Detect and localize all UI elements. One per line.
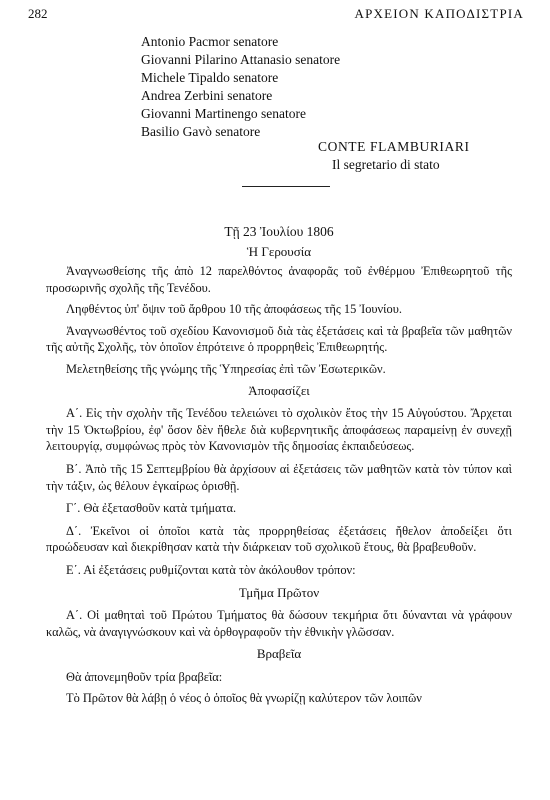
decides-heading: Ἀποφασίζει [248, 382, 310, 398]
preamble-paragraph: Ἀναγνωσθέντος τοῦ σχεδίου Κανονισμοῦ διὰ τὰς ἐξετάσεις καὶ τὰ βραβεῖα τῶν μαθητῶν τῆς αὐτῆς Σχολῆς, τὸν ὁποῖον ἐπρότεινε ὁ προρρηθεὶς Ἐπιθεωρητής. [46, 323, 512, 355]
article-paragraph: Β΄. Ἀπὸ τῆς 15 Σεπτεμβρίου θὰ ἀρχίσουν αἱ ἐξετάσεις τῶν μαθητῶν κατὰ τὸν τύπον καὶ τὴν τάξιν, ὡς θέλουν ἐγκαίρως ὁρισθῇ. [46, 461, 512, 493]
senator-list [141, 33, 340, 141]
decree-document [46, 223, 512, 713]
article-paragraph: Α΄. Εἰς τὴν σχολὴν τῆς Τενέδου τελειώνει τὸ σχολικὸν ἔτος τὴν 15 Αὐγούστου. Ἄρχεται τὴν 15 Ὀκτωβρίου, ἐφ' ὅσον δὲν ἤθελε διὰ κυβερνητικῆς ἀποφάσεως παραμείνῃ ἐν συνεχῇ λειτουργίᾳ, συμφώνως πρὸς τὸν Κανονισμὸν τῆς δημοσίας ἐκπαιδεύσεως. [46, 406, 512, 454]
section-heading-first: Τμῆμα Πρῶτον [238, 584, 320, 600]
running-title: ΑΡΧΕΙΟΝ ΚΑΠΟΔΙΣΤΡΙΑ [354, 6, 524, 21]
article-paragraph: Ε΄. Αἱ ἐξετάσεις ρυθμίζονται κατὰ τὸν ἀκόλουθον τρόπον: [66, 562, 356, 577]
article-paragraph: Δ΄. Ἐκεῖνοι οἱ ὁποῖοι κατὰ τὰς προρρηθείσας ἐξετάσεις ἤθελον ἀποδείξει ὅτι προώδευσαν καὶ διεκρίθησαν κατὰ τὴν διάρκειαν τοῦ σχολικοῦ ἔτους, θὰ βραβευθοῦν. [46, 523, 512, 555]
article-paragraph: Α΄. Οἱ μαθηταὶ τοῦ Πρώτου Τμήματος θὰ δώσουν τεκμήρια ὅτι δύνανται νὰ γράφουν καλῶς, νὰ ἀναγιγνώσκουν καὶ νὰ ὀρθογραφοῦν τὴν ἐθνικὴν γλῶσσαν. [46, 608, 512, 639]
section-heading-prizes: Βραβεῖα [256, 646, 302, 662]
page-header [28, 6, 524, 24]
signature-block [318, 138, 470, 174]
section-divider [242, 186, 330, 187]
senator-line: Giovanni Martinengo senatore [141, 106, 306, 121]
senator-line: Basilio Gavò senatore [141, 124, 261, 139]
preamble-paragraph: Μελετηθείσης τῆς γνώμης τῆς Ὑπηρεσίας ἐπὶ τῶν Ἐσωτερικῶν. [66, 361, 386, 376]
signatory-role: Il segretario di stato [332, 157, 440, 172]
senator-line: Antonio Pacmor senatore [141, 34, 279, 49]
preamble-paragraph: Ληφθέντος ὑπ' ὄψιν τοῦ ἄρθρου 10 τῆς ἀποφάσεως τῆς 15 Ἰουνίου. [66, 302, 402, 317]
decree-date: Τῇ 23 Ἰουλίου 1806 [224, 224, 334, 239]
senator-line: Andrea Zerbini senatore [141, 88, 273, 103]
issuing-body: Ἡ Γερουσία [246, 244, 312, 259]
signatory-name: CONTE FLAMBURIARI [318, 139, 470, 154]
article-paragraph: Γ΄. Θὰ ἐξετασθοῦν κατὰ τμήματα. [66, 501, 237, 516]
prizes-first-line: Τὸ Πρῶτον θὰ λάβῃ ὁ νέος ὁ ὁποῖος θὰ γνωρίζῃ καλύτερον τῶν λοιπῶν [66, 691, 422, 706]
preamble-paragraph: Ἀναγνωσθείσης τῆς ἀπὸ 12 παρελθόντος ἀναφορᾶς τοῦ ἐνθέρμου Ἐπιθεωρητοῦ τῆς προσωρινῆς σχολῆς τῆς Τενέδου. [46, 264, 512, 295]
prizes-intro: Θὰ ἀπονεμηθοῦν τρία βραβεῖα: [66, 669, 223, 684]
senator-line: Giovanni Pilarino Attanasio senatore [141, 52, 341, 67]
page-number: 282 [28, 6, 48, 21]
senator-line: Michele Tipaldo senatore [141, 70, 279, 85]
